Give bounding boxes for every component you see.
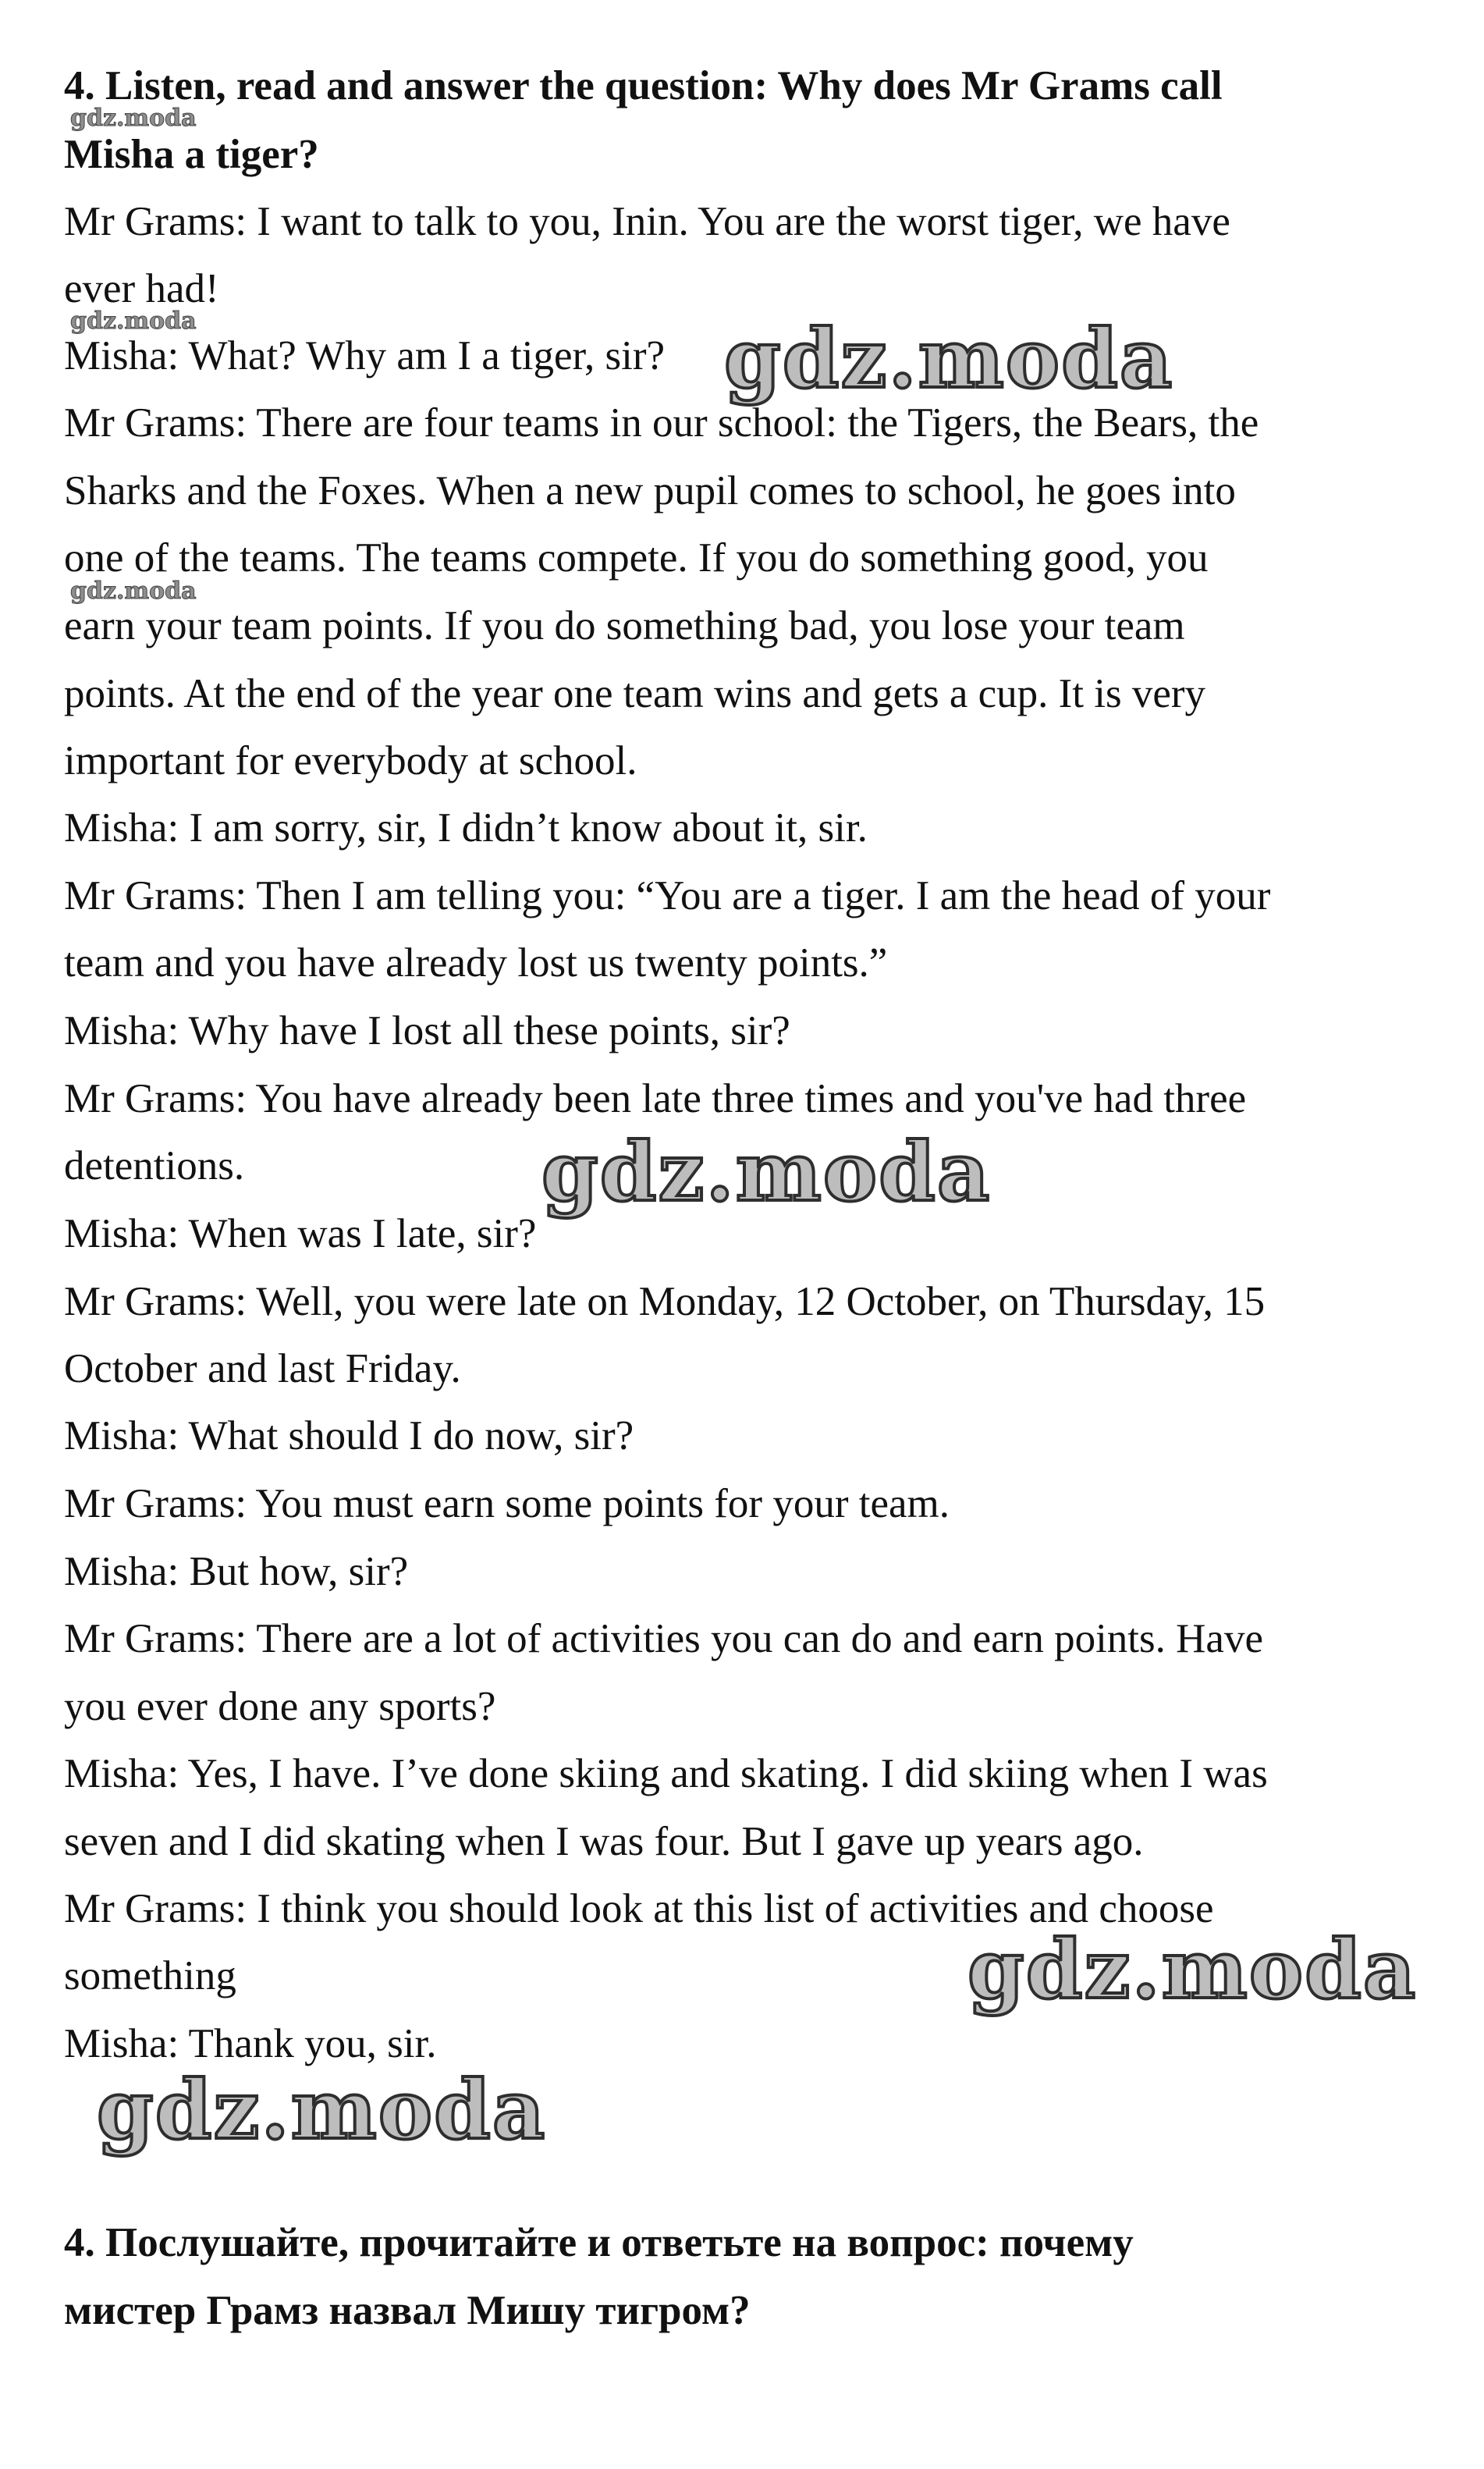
dialogue-line: team and you have already lost us twenty points.” (64, 940, 888, 986)
exercise-heading-ru-line1: 4. Послушайте, прочитайте и ответьте на вопрос: почему (64, 2220, 1134, 2265)
dialogue-line: something (64, 1953, 236, 1998)
dialogue-line: ever had! (64, 266, 219, 311)
dialogue-line: Misha: Thank you, sir. (64, 2021, 437, 2066)
exercise-heading-en-line1: 4. Listen, read and answer the question: Why does Mr Grams call (64, 63, 1223, 108)
dialogue-line: Mr Grams: You have already been late three times and you've had three (64, 1076, 1247, 1121)
dialogue-line: Sharks and the Foxes. When a new pupil comes to school, he goes into (64, 468, 1236, 513)
dialogue-line: Mr Grams: Well, you were late on Monday, 12 October, on Thursday, 15 (64, 1279, 1266, 1324)
exercise-heading-en-line2: Misha a tiger? (64, 132, 319, 177)
dialogue-line: detentions. (64, 1143, 245, 1188)
dialogue-line: seven and I did skating when I was four. But I gave up years ago. (64, 1819, 1144, 1864)
dialogue-line: October and last Friday. (64, 1346, 461, 1391)
dialogue-line: one of the teams. The teams compete. If you do something good, you (64, 535, 1209, 581)
dialogue-line: Misha: Why have I lost all these points, sir? (64, 1008, 790, 1053)
dialogue-line: Misha: What? Why am I a tiger, sir? (64, 333, 666, 378)
dialogue-line: you ever done any sports? (64, 1684, 496, 1729)
dialogue-line: earn your team points. If you do something bad, you lose your team (64, 603, 1185, 648)
watermark-small: gdz.moda (70, 577, 197, 605)
dialogue-line: important for everybody at school. (64, 738, 637, 783)
watermark-small: gdz.moda (70, 307, 197, 335)
dialogue-line: Misha: I am sorry, sir, I didn’t know about it, sir. (64, 805, 868, 851)
dialogue-line: Mr Grams: You must earn some points for your team. (64, 1481, 950, 1526)
watermark-large: gdz.moda (724, 311, 1174, 407)
watermark-large: gdz.moda (541, 1124, 992, 1220)
dialogue-line: Misha: Yes, I have. I’ve done skiing and skating. I did skiing when I was (64, 1751, 1268, 1796)
dialogue-line: Mr Grams: I want to talk to you, Inin. You are the worst tiger, we have (64, 199, 1230, 244)
dialogue-line: Misha: When was I late, sir? (64, 1211, 537, 1256)
dialogue-line: Misha: What should I do now, sir? (64, 1413, 634, 1458)
watermark-small: gdz.moda (70, 105, 197, 132)
dialogue-line: Mr Grams: Then I am telling you: “You are a tiger. I am the head of your (64, 873, 1271, 918)
dialogue-line: Mr Grams: I think you should look at this list of activities and choose (64, 1886, 1214, 1931)
dialogue-line: Mr Grams: There are four teams in our school: the Tigers, the Bears, the (64, 400, 1259, 446)
exercise-heading-ru-line2: мистер Грамз назвал Мишу тигром? (64, 2288, 751, 2333)
watermark-large: gdz.moda (97, 2062, 547, 2158)
dialogue-line: Mr Grams: There are a lot of activities you can do and earn points. Have (64, 1616, 1263, 1661)
watermark-large: gdz.moda (967, 1921, 1418, 2017)
dialogue-line: Misha: But how, sir? (64, 1549, 409, 1594)
dialogue-line: points. At the end of the year one team wins and gets a cup. It is very (64, 671, 1206, 716)
